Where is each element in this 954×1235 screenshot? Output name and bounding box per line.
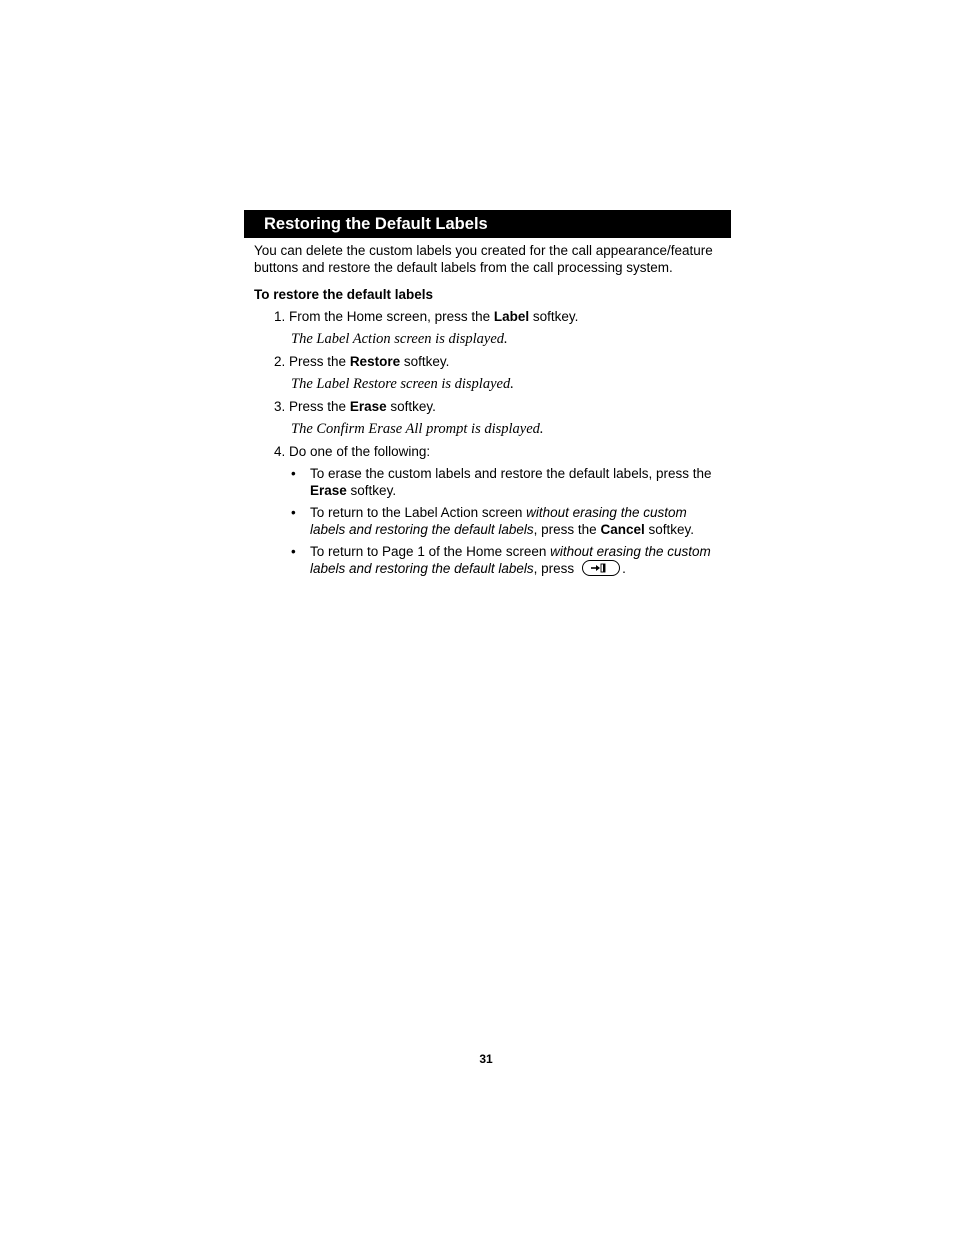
option-3-line-2	[310, 560, 626, 577]
step-number: 3.	[274, 399, 286, 414]
step-1	[274, 308, 578, 325]
option-text: softkey.	[644, 522, 695, 537]
option-text: softkey.	[346, 483, 397, 498]
step-2-result: The Label Restore screen is displayed.	[291, 376, 514, 392]
softkey-name: Restore	[349, 354, 401, 369]
step-text: softkey.	[400, 354, 450, 369]
option-1-line-1: To erase the custom labels and restore the default labels, press the	[310, 466, 712, 481]
option-emphasis: without erasing the custom	[526, 505, 687, 520]
softkey-name: Cancel	[600, 522, 645, 537]
option-emphasis: labels and restoring the default labels	[310, 561, 534, 576]
section-header-bar	[244, 210, 731, 238]
option-emphasis: without erasing the custom	[550, 544, 711, 559]
step-4	[274, 443, 430, 460]
section-title: Restoring the Default Labels	[264, 215, 488, 233]
option-2-line-2	[310, 521, 694, 538]
step-text: Press the	[289, 354, 350, 369]
bullet-marker: •	[291, 544, 296, 559]
step-number: 1.	[274, 309, 286, 324]
step-text: From the Home screen, press the	[289, 309, 494, 324]
option-3-line-1	[310, 543, 711, 560]
option-text: To return to the Label Action screen	[310, 505, 527, 520]
option-2-line-1	[310, 504, 687, 521]
option-text: , press	[533, 561, 575, 576]
procedure-heading: To restore the default labels	[254, 287, 434, 302]
option-text: .	[622, 561, 626, 576]
step-1-result: The Label Action screen is displayed.	[291, 331, 508, 347]
page-number: 31	[479, 1052, 493, 1066]
step-3	[274, 398, 436, 415]
step-text: Press the	[289, 399, 350, 414]
bullet-marker: •	[291, 505, 296, 520]
option-emphasis: labels and restoring the default labels	[310, 522, 534, 537]
bullet-marker: •	[291, 466, 296, 481]
intro-line-2: buttons and restore the default labels from the call processing system.	[254, 260, 673, 275]
softkey-name: Erase	[349, 399, 387, 414]
step-3-result: The Confirm Erase All prompt is displayed.	[291, 421, 544, 437]
step-2	[274, 353, 449, 370]
step-number: 2.	[274, 354, 286, 369]
step-text: Do one of the following:	[289, 444, 431, 459]
option-text: To return to Page 1 of the Home screen	[310, 544, 551, 559]
softkey-name: Erase	[310, 483, 347, 498]
step-text: softkey.	[386, 399, 436, 414]
softkey-name: Label	[493, 309, 530, 324]
exit-key-icon	[582, 560, 620, 576]
intro-line-1: You can delete the custom labels you created for the call appearance/feature	[254, 243, 713, 258]
option-text: , press the	[533, 522, 601, 537]
step-number: 4.	[274, 444, 286, 459]
step-text: softkey.	[529, 309, 579, 324]
option-1-line-2	[310, 482, 396, 499]
